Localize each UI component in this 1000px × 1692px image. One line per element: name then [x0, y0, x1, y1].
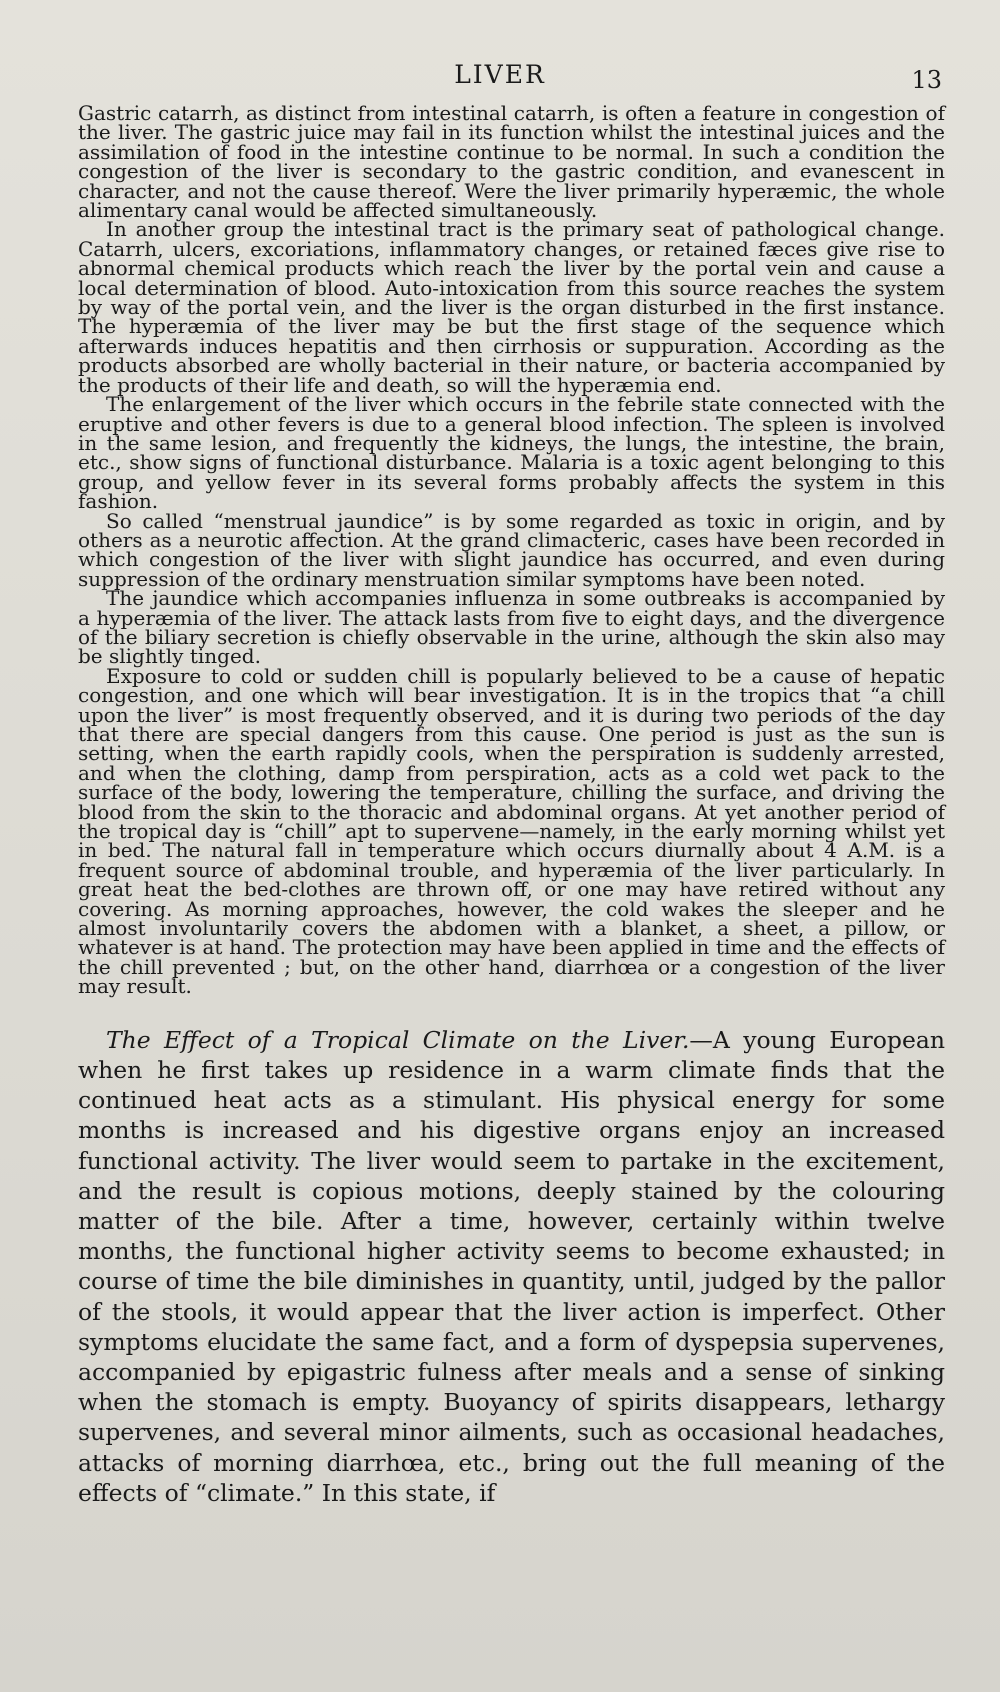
section-tropical-climate: [78, 1025, 945, 1508]
section-heading: The Effect of a Tropical Climate on the Liver.: [106, 1025, 690, 1054]
section-text: —A young European when he first takes up residence in a warm climate finds that the continued heat acts as a stimulant. His physical energy for some months is increased and his digestive organs enjoy an increased functional activity. The liver would seem to partake in the excitement, and the result is copious motions, deeply stained by the colouring matter of the bile. After a time, however, certainly within twelve months, the functional higher activity seems to become exhausted; in course of time the bile diminishes in quantity, until, judged by the pallor of the stools, it would appear that the liver action is imperfect. Other symptoms elucidate the same fact, and a form of dyspepsia supervenes, accompanied by epigastric fulness after meals and a sense of sinking when the stomach is empty. Buoyancy of spirits disappears, lethargy supervenes, and several minor ailments, such as occasional headaches, attacks of morning diarrhœa, etc., bring out the full meaning of the effects of “climate.” In this state, if: [78, 1025, 945, 1507]
paragraph-exposure-to-cold: Exposure to cold or sudden chill is popularly believed to be a cause of hepatic congestion, and one which will bear investigation. It is in the tropics that “a chill upon the liver” is most frequently observed, and it is during two periods of the day that there are special dangers from this cause. One period is just as the sun is setting, when the earth rapidly cools, when the perspiration is suddenly arrested, and when the clothing, damp from perspiration, acts as a cold wet pack to the surface of the body, lowering the temperature, chilling the surface, and driving the blood from the skin to the thoracic and abdominal organs. At yet another period of the tropical day is “chill” apt to supervene—namely, in the early morning whilst yet in bed. The natural fall in temperature which occurs diurnally about 4 A.M. is a frequent source of abdominal trouble, and hyperæmia of the liver particularly. In great heat the bed-clothes are thrown off, or one may have retired without any covering. As morning approaches, however, the cold wakes the sleeper and he almost involuntarily covers the abdomen with a blanket, a sheet, a pillow, or whatever is at hand. The protection may have been applied in time and the effects of the chill prevented ; but, on the other hand, diarrhœa or a congestion of the liver may result.: [78, 663, 945, 999]
page-number: 13: [911, 66, 942, 94]
paragraph-influenza-jaundice: The jaundice which accompanies influenza in some outbreaks is accompanied by a hyperæmia of the liver. The attack lasts from five to eight days, and the divergence of the biliary secretion is chiefly observable in the urine, although the skin also may be slightly tinged.: [78, 586, 945, 669]
paragraph-febrile-enlargement: The enlargement of the liver which occurs in the febrile state connected with the eruptive and other fevers is due to a general blood infection. The spleen is involved in the same lesion, and frequently the kidneys, the lungs, the intestine, the brain, etc., show signs of functional disturbance. Malaria is a toxic agent belonging to this group, and yellow fever in its several forms probably affects the system in this fashion.: [78, 392, 945, 514]
paragraph-gastric-catarrh: Gastric catarrh, as distinct from intestinal catarrh, is often a feature in congestion of the liver. The gastric juice may fail in its function whilst the intestinal juices and the assimilation of food in the intestine continue to be normal. In such a condition the congestion of the liver is secondary to the gastric condition, and evanescent in character, and not the cause thereof. Were the liver primarily hyperæmic, the whole alimentary canal would be affected simultaneously.: [78, 101, 945, 223]
body-text: [78, 101, 945, 1531]
running-title: LIVER: [454, 60, 546, 89]
paragraph-intestinal-tract: In another group the intestinal tract is the primary seat of pathological change. Catarrh, ulcers, excoriations, inflammatory changes, or retained fæces give rise to abnormal chemical products which reach the liver by the portal vein and cause a local determination of blood. Auto-intoxication from this source reaches the system by way of the portal vein, and the liver is the organ disturbed in the first instance. The hyperæmia of the liver may be but the first stage of the sequence which afterwards induces hepatitis and then cirrhosis or suppuration. According as the products absorbed are wholly bacterial in their nature, or bacteria accompanied by the products of their life and death, so will the hyperæmia end.: [78, 217, 945, 397]
paragraph-menstrual-jaundice: So called “menstrual jaundice” is by some regarded as toxic in origin, and by others as a neurotic affection. At the grand climacteric, cases have been recorded in which congestion of the liver with slight jaundice has occurred, and even during suppression of the ordinary menstruation similar symptoms have been noted.: [78, 508, 945, 591]
running-header: [0, 56, 1000, 96]
